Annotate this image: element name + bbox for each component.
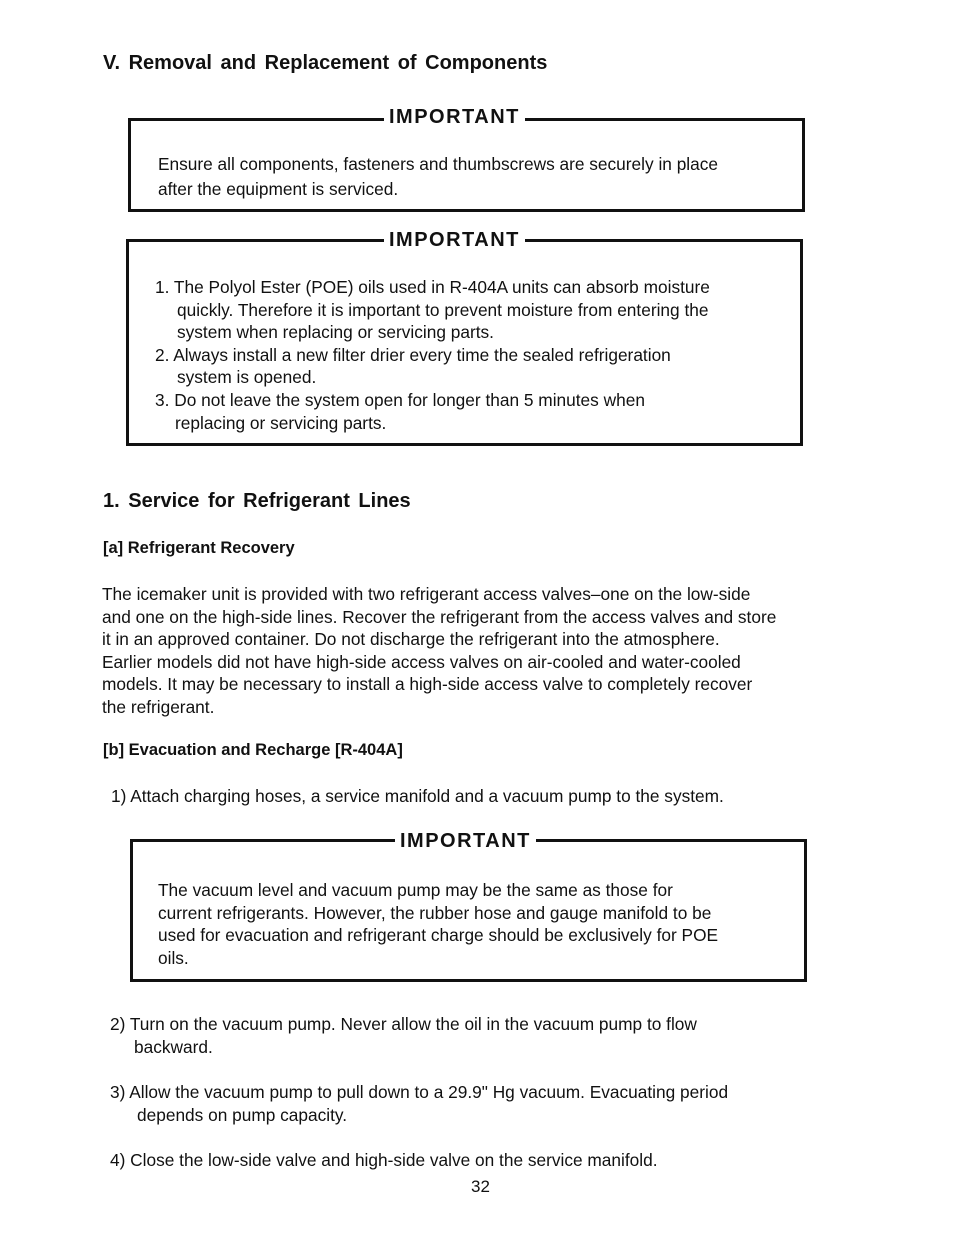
page-number: 32 [471, 1177, 490, 1196]
important-box-1-line: Ensure all components, fasteners and thumbscrews are securely in place [158, 154, 719, 174]
step-3 [110, 1081, 728, 1126]
list-item-continuation: replacing or servicing parts. [175, 413, 387, 433]
step-continuation: backward. [134, 1036, 213, 1057]
important-box-3-text [158, 879, 718, 969]
step-2 [110, 1013, 697, 1058]
important-box-1-label: IMPORTANT [384, 105, 525, 129]
paragraph-line: the refrigerant. [102, 696, 215, 717]
list-item: 3. Do not leave the system open for longer than 5 minutes when [155, 389, 645, 410]
paragraph-line: and one on the high-side lines. Recover the refrigerant from the access valves and store [102, 606, 777, 627]
list-item-continuation: system is opened. [177, 367, 317, 387]
important-box-1-line: after the equipment is serviced. [158, 178, 399, 199]
important-box-1-text [158, 153, 718, 200]
paragraph-line: Earlier models did not have high-side access valves on air-cooled and water-cooled [102, 651, 741, 672]
list-item: 1. The Polyol Ester (POE) oils used in R-404A units can absorb moisture [155, 277, 710, 297]
important-box-3-line: current refrigerants. However, the rubber hose and gauge manifold to be [158, 902, 712, 923]
step-line: 2) Turn on the vacuum pump. Never allow the oil in the vacuum pump to flow [110, 1014, 697, 1034]
section-heading: 1. Service for Refrigerant Lines [103, 490, 411, 512]
step-continuation: depends on pump capacity. [137, 1104, 348, 1125]
step-1: 1) Attach charging hoses, a service manifold and a vacuum pump to the system. [111, 786, 724, 806]
important-box-3-line: The vacuum level and vacuum pump may be the same as those for [158, 880, 673, 900]
paragraph-line: models. It may be necessary to install a high-side access valve to completely recover [102, 674, 753, 694]
subsection-heading: [a] Refrigerant Recovery [103, 539, 295, 557]
list-item-continuation: quickly. Therefore it is important to prevent moisture from entering the [177, 299, 709, 320]
important-box-2-list [155, 276, 710, 435]
important-box-3-line: used for evacuation and refrigerant charge should be exclusively for POE [158, 925, 719, 945]
page-title: V. Removal and Replacement of Components [103, 52, 548, 74]
step-line: 3) Allow the vacuum pump to pull down to a 29.9" Hg vacuum. Evacuating period [110, 1082, 729, 1102]
important-box-3-label: IMPORTANT [395, 829, 536, 853]
subsection-heading: [b] Evacuation and Recharge [R-404A] [103, 741, 403, 759]
paragraph-line: The icemaker unit is provided with two refrigerant access valves–one on the low-side [102, 584, 751, 604]
list-item-continuation: system when replacing or servicing parts. [177, 322, 494, 342]
important-box-3-line: oils. [158, 947, 189, 968]
list-item: 2. Always install a new filter drier every time the sealed refrigeration [155, 344, 671, 365]
step-4: 4) Close the low-side valve and high-side valve on the service manifold. [110, 1150, 658, 1170]
paragraph-line: it in an approved container. Do not discharge the refrigerant into the atmosphere. [102, 629, 720, 649]
recovery-paragraph [102, 583, 776, 718]
important-box-2-label: IMPORTANT [384, 228, 525, 252]
